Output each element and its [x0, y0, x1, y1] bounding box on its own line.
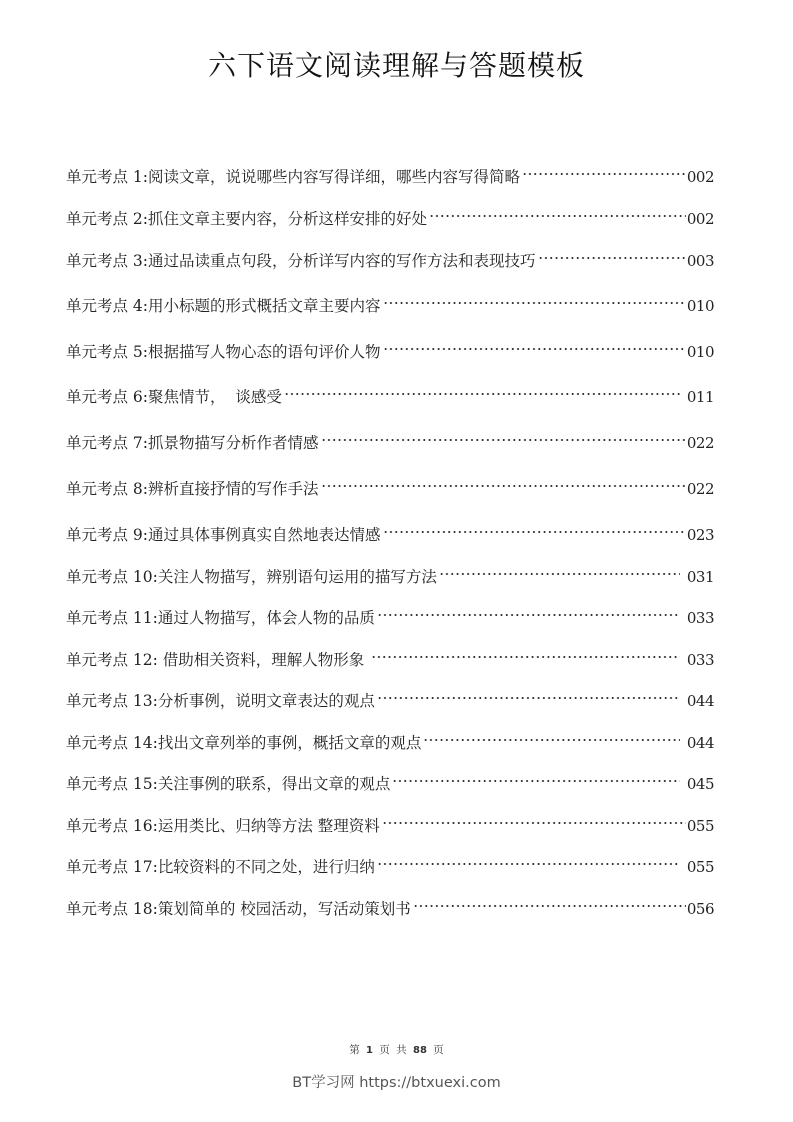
toc-dot-leader: [377, 597, 680, 623]
toc-entry-page-number: 031: [686, 568, 714, 586]
toc-entry[interactable]: [66, 376, 714, 406]
toc-dot-leader: [321, 422, 686, 448]
toc-entry-page-number: 022: [686, 434, 714, 452]
toc-dot-leader: [383, 514, 686, 540]
toc-entry-page-number: 010: [686, 343, 714, 361]
toc-dot-leader: [382, 805, 686, 831]
toc-entry-page-number: 002: [686, 210, 714, 228]
toc-entry-label: 单元考点 14:找出文章列举的事例，概括文章的观点: [66, 734, 422, 752]
toc-entry[interactable]: [66, 888, 714, 918]
toc-entry-page-number: 045: [686, 775, 714, 793]
toc-dot-leader: [321, 468, 686, 494]
watermark-text: BT学习网 https://btxuexi.com: [292, 1075, 501, 1091]
toc-entry-page-number: 033: [686, 609, 714, 627]
toc-dot-leader: [413, 888, 686, 914]
toc-entry-page-number: 003: [686, 252, 714, 270]
toc-dot-leader: [392, 763, 679, 789]
toc-dot-leader: [383, 331, 686, 357]
toc-entry-label: 单元考点 12: 借助相关资料，理解人物形象: [66, 651, 370, 669]
toc-entry-label: 单元考点 8:辨析直接抒情的写作手法: [66, 480, 319, 498]
toc-entry-page-number: 033: [686, 651, 714, 669]
toc-entry[interactable]: [66, 680, 714, 710]
toc-entry-page-number: 055: [686, 817, 714, 835]
toc-entry-page-number: 011: [686, 388, 714, 406]
toc-entry-label: 单元考点 15:关注事例的联系，得出文章的观点: [66, 775, 391, 793]
toc-dot-leader: [522, 156, 686, 182]
toc-entry[interactable]: [66, 846, 714, 876]
footer-middle: 页 共: [379, 1044, 407, 1056]
toc-dot-leader: [429, 198, 686, 224]
toc-dot-leader: [423, 722, 679, 748]
toc-entry-label: 单元考点 5:根据描写人物心态的语句评价人物: [66, 343, 381, 361]
toc-entry-page-number: 055: [686, 858, 714, 876]
toc-entry[interactable]: [66, 285, 714, 315]
toc-entry[interactable]: [66, 556, 714, 586]
toc-entry-label: 单元考点 16:运用类比、归纳等方法 整理资料: [66, 817, 380, 835]
toc-entry[interactable]: [66, 240, 714, 270]
toc-entry-label: 单元考点 2:抓住文章主要内容，分析这样安排的好处: [66, 210, 428, 228]
toc-entry[interactable]: [66, 514, 714, 544]
toc-entry[interactable]: [66, 422, 714, 452]
toc-entry-page-number: 010: [686, 297, 714, 315]
toc-entry-label: 单元考点 18:策划简单的 校园活动，写活动策划书: [66, 900, 411, 918]
toc-dot-leader: [377, 846, 680, 872]
toc-entry-page-number: 044: [686, 692, 714, 710]
footer-prefix: 第: [349, 1044, 360, 1056]
toc-entry[interactable]: [66, 805, 714, 835]
toc-entry-label: 单元考点 6:聚焦情节， 谈感受: [66, 388, 282, 406]
toc-entry-label: 单元考点 11:通过人物描写，体会人物的品质: [66, 609, 375, 627]
footer-suffix: 页: [433, 1044, 444, 1056]
page-footer: [0, 1042, 793, 1057]
toc-dot-leader: [383, 285, 686, 311]
document-title: 六下语文阅读理解与答题模板: [207, 49, 585, 82]
toc-dot-leader: [371, 639, 680, 665]
toc-entry-page-number: 002: [686, 168, 714, 186]
toc-entry-label: 单元考点 1:阅读文章，说说哪些内容写得详细，哪些内容写得简略: [66, 168, 521, 186]
total-page-count: 88: [413, 1045, 427, 1056]
toc-entry-page-number: 044: [686, 734, 714, 752]
toc-dot-leader: [377, 680, 680, 706]
current-page-number: 1: [366, 1045, 373, 1056]
toc-entry-label: 单元考点 17:比较资料的不同之处，进行归纳: [66, 858, 375, 876]
toc-entry[interactable]: [66, 156, 714, 186]
toc-entry-page-number: 022: [686, 480, 714, 498]
toc-entry-label: 单元考点 4:用小标题的形式概括文章主要内容: [66, 297, 381, 315]
toc-dot-leader: [538, 240, 686, 266]
toc-entry[interactable]: [66, 722, 714, 752]
toc-entry-label: 单元考点 7:抓景物描写分析作者情感: [66, 434, 319, 452]
toc-dot-leader: [439, 556, 680, 582]
toc-entry-label: 单元考点 13:分析事例，说明文章表达的观点: [66, 692, 375, 710]
toc-entry-label: 单元考点 9:通过具体事例真实自然地表达情感: [66, 526, 381, 544]
toc-entry[interactable]: [66, 198, 714, 228]
toc-entry-label: 单元考点 10:关注人物描写，辨别语句运用的描写方法: [66, 568, 437, 586]
toc-entry[interactable]: [66, 639, 714, 669]
toc-entry[interactable]: [66, 468, 714, 498]
toc-entry-label: 单元考点 3:通过品读重点句段，分析详写内容的写作方法和表现技巧: [66, 252, 536, 270]
toc-entry[interactable]: [66, 331, 714, 361]
toc-entry-page-number: 056: [686, 900, 714, 918]
toc-entry-page-number: 023: [686, 526, 714, 544]
toc-entry[interactable]: [66, 763, 714, 793]
toc-dot-leader: [284, 376, 680, 402]
toc-entry[interactable]: [66, 597, 714, 627]
